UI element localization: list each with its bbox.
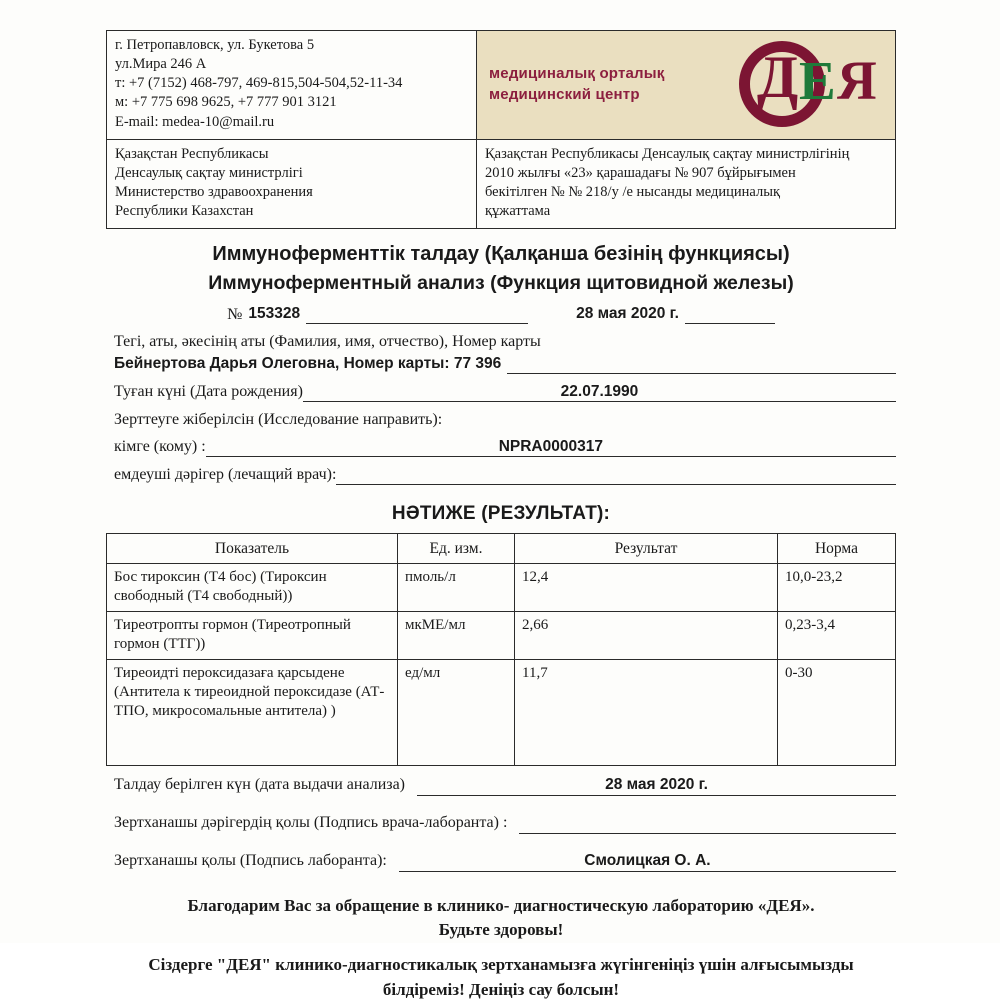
results-heading: НӘТИЖЕ (РЕЗУЛЬТАТ): bbox=[391, 502, 611, 524]
doctor-signature-underline bbox=[519, 814, 896, 834]
thanks-ru-line-1: Благодарим Вас за обращение в клинико- диагностическую лабораторию «ДЕЯ». bbox=[187, 895, 815, 915]
title-kz: Иммуноферменттік талдау (Қалқанша безінің функциясы) bbox=[212, 242, 790, 265]
ministry-line: Министерство здравоохранения bbox=[115, 184, 313, 201]
lab-signature-label: Зертханашы қолы (Подпись лаборанта): bbox=[114, 851, 387, 869]
title-ru: Иммуноферментный анализ (Функция щитовидной железы) bbox=[208, 271, 794, 294]
lab-signature-row bbox=[106, 852, 896, 872]
referral-to-row bbox=[106, 438, 896, 457]
header-table bbox=[106, 30, 896, 229]
lab-signature-value: Смолицкая О. А. bbox=[584, 851, 711, 869]
logo-text-kz: медициналық орталық bbox=[489, 65, 665, 83]
logo-banner bbox=[477, 31, 895, 139]
clinic-logo-cell bbox=[477, 31, 896, 140]
contact-line: т: +7 (7152) 468-797, 469-815,504-504,52-11-34 bbox=[115, 75, 403, 92]
result-norm: 0-30 bbox=[778, 659, 896, 765]
ministry-line: Денсаулық сақтау министрлігі bbox=[115, 165, 303, 182]
birth-date-underline bbox=[303, 383, 896, 402]
patient-name-underline bbox=[507, 355, 896, 374]
order-line: 2010 жылғы «23» қарашадағы № 907 бұйрығымен bbox=[485, 165, 796, 182]
contact-line: м: +7 775 698 9625, +7 777 901 3121 bbox=[115, 94, 337, 111]
order-line: Қазақстан Республикасы Денсаулық сақтау министрлігінің bbox=[485, 146, 850, 162]
logo-letter-e: Е bbox=[799, 50, 836, 111]
order-reference-cell bbox=[477, 140, 896, 229]
doctor-signature-label: Зертханашы дәрігердің қолы (Подпись врача-лаборанта) : bbox=[114, 813, 508, 831]
column-header-result: Результат bbox=[515, 533, 778, 564]
result-name: Тиреотропты гормон (Тиреотропный гормон (ТТГ)) bbox=[107, 612, 398, 660]
referral-label: Зерттеуге жіберілсін (Исследование направить): bbox=[114, 410, 443, 428]
results-table bbox=[106, 533, 896, 766]
contact-line: г. Петропавловск, ул. Букетова 5 bbox=[115, 37, 315, 53]
table-row bbox=[107, 659, 896, 765]
ministry-cell bbox=[107, 140, 477, 229]
number-label: № bbox=[227, 305, 243, 323]
document-title bbox=[106, 229, 896, 298]
number-value: 153328 bbox=[248, 304, 301, 322]
date-underline bbox=[685, 308, 775, 324]
result-name: Тиреоидті пероксидазаға қарсыдене (Антитела к тиреоидной пероксидазе (АТ-ТПО, микросомальные антитела) ) bbox=[107, 659, 398, 765]
header-bottom-row bbox=[107, 140, 896, 229]
referral-to-value: NPRA0000317 bbox=[498, 437, 603, 455]
thanks-kz-line-2: білдіреміз! Деніңіз сау болсын! bbox=[382, 979, 620, 999]
table-row bbox=[107, 612, 896, 660]
doctor-signature-value bbox=[519, 814, 896, 833]
result-value: 2,66 bbox=[515, 612, 778, 660]
issue-date-label: Талдау берілген күн (дата выдачи анализа) bbox=[114, 775, 406, 793]
analysis-date-group bbox=[570, 305, 775, 324]
ministry-line: Қазақстан Республикасы bbox=[115, 146, 269, 162]
order-line: құжаттама bbox=[485, 203, 551, 220]
number-underline bbox=[306, 308, 528, 324]
result-unit: ед/мл bbox=[398, 659, 515, 765]
table-row bbox=[107, 564, 896, 612]
doctor-signature-row bbox=[106, 814, 896, 834]
result-norm: 10,0-23,2 bbox=[778, 564, 896, 612]
issue-date-underline bbox=[417, 776, 896, 796]
result-value: 12,4 bbox=[515, 564, 778, 612]
order-line: бекітілген № № 218/у /е нысанды медициналық bbox=[485, 184, 781, 201]
column-header-indicator: Показатель bbox=[107, 533, 398, 564]
attending-doctor-value bbox=[336, 466, 896, 485]
column-header-unit: Ед. изм. bbox=[398, 533, 515, 564]
analysis-number-group bbox=[227, 305, 528, 324]
logo-text-ru: медицинский центр bbox=[489, 86, 640, 103]
attending-doctor-label: емдеуші дәрігер (лечащий врач): bbox=[114, 465, 337, 483]
attending-doctor-row bbox=[106, 466, 896, 485]
birth-date-value: 22.07.1990 bbox=[560, 382, 639, 400]
results-table-body bbox=[107, 564, 896, 766]
date-value: 28 мая 2020 г. bbox=[576, 304, 679, 322]
results-header-row bbox=[107, 533, 896, 564]
logo-letter-ya: Я bbox=[837, 50, 877, 111]
patient-name-row bbox=[106, 355, 896, 374]
result-name: Бос тироксин (Т4 бос) (Тироксин свободный (Т4 свободный)) bbox=[107, 564, 398, 612]
referral-to-underline bbox=[206, 438, 896, 457]
contact-line: ул.Мира 246 А bbox=[115, 56, 207, 73]
result-norm: 0,23-3,4 bbox=[778, 612, 896, 660]
thanks-kz-line-1: Сіздерге "ДЕЯ" клинико-диагностикалық зертханамызға жүгінгеніңіз үшін алғысымызды bbox=[148, 955, 854, 975]
contact-line: E-mail: medea-10@mail.ru bbox=[115, 113, 275, 130]
result-unit: пмоль/л bbox=[398, 564, 515, 612]
result-value: 11,7 bbox=[515, 659, 778, 765]
logo-letter-d: Д bbox=[757, 44, 799, 110]
number-date-row bbox=[106, 305, 896, 324]
deya-logo-icon bbox=[737, 39, 885, 131]
attending-doctor-underline bbox=[336, 466, 896, 485]
lab-signature-underline bbox=[399, 852, 896, 872]
issue-date-row bbox=[106, 776, 896, 796]
analysis-form bbox=[106, 30, 896, 1002]
birth-date-label: Туған күні (Дата рождения) bbox=[114, 382, 303, 400]
column-header-norm: Норма bbox=[778, 533, 896, 564]
patient-name-label: Тегі, аты, әкесінің аты (Фамилия, имя, отчество), Номер карты bbox=[114, 332, 541, 350]
birth-date-row bbox=[106, 383, 896, 402]
clinic-contact-cell bbox=[107, 31, 477, 140]
thanks-block bbox=[106, 894, 896, 1002]
issue-date-value: 28 мая 2020 г. bbox=[605, 775, 708, 793]
header-top-row bbox=[107, 31, 896, 140]
logo-text bbox=[489, 64, 665, 105]
ministry-line: Республики Казахстан bbox=[115, 203, 254, 220]
result-unit: мкМЕ/мл bbox=[398, 612, 515, 660]
results-table-head bbox=[107, 533, 896, 564]
patient-name-value: Бейнертова Дарья Олеговна, Номер карты: 77 396 bbox=[114, 354, 502, 372]
thanks-ru-line-2: Будьте здоровы! bbox=[438, 920, 564, 940]
referral-to-label: кімге (кому) : bbox=[114, 437, 206, 455]
